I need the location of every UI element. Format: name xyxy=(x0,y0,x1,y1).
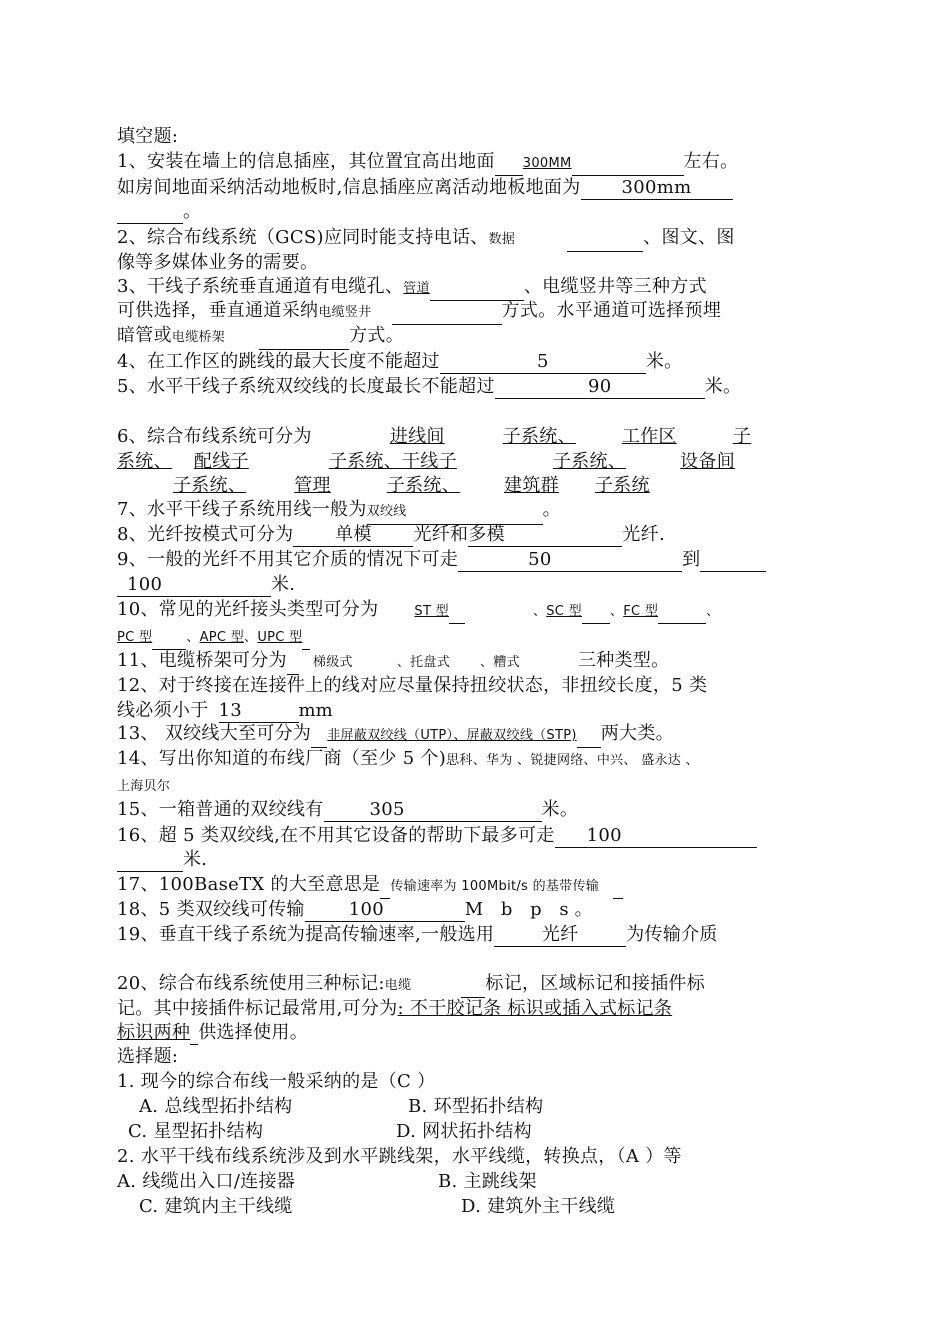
choice-1-option-c: C. 星型拓扑结构 xyxy=(128,1121,264,1142)
fill-heading: 填空题: xyxy=(117,126,179,147)
question-9: 9、一般的光纤不用其它介质的情况下可走 50 到 xyxy=(117,548,766,572)
question-1-line-2: 如房间地面采纳活动地板时,信息插座应离活动地板地面为 300mm xyxy=(117,176,733,200)
question-12: 12、对于终接在连接件上的线对应尽量保持扭绞状态，非扭绞长度，5 类 xyxy=(117,675,708,696)
question-14: 14、写出你知道的布线厂商（至少 5 个)思科、华为 、锐捷网络、中兴、 盛永达 、 xyxy=(117,748,699,769)
question-5: 5、水平干线子系统双绞线的长度最长不能超过 90 米。 xyxy=(117,376,742,397)
choice-1-option-d: D. 网状拓扑结构 xyxy=(396,1121,532,1142)
question-10-line-2: PC 型 、APC 型、UPC 型 xyxy=(117,624,310,650)
choice-2-option-d: D. 建筑外主干线缆 xyxy=(461,1196,616,1217)
choice-question-1: 1. 现今的综合布线一般采纳的是（C ） xyxy=(117,1071,436,1092)
question-10: 10、常见的光纤接头类型可分为 ST 型 、SC 型 、FC 型 、 xyxy=(117,598,719,624)
question-20: 20、综合布线系统使用三种标记:电缆 标记，区域标记和接插件标 xyxy=(117,972,705,998)
choice-2-option-c: C. 建筑内主干线缆 xyxy=(139,1196,293,1217)
choice-heading: 选择题: xyxy=(117,1046,179,1067)
question-11: 11、电缆桥架可分为 梯级式 、托盘式 、糟式 三种类型。 xyxy=(117,649,669,675)
question-14-line-2: 上海贝尔 xyxy=(117,779,171,794)
question-7: 7、水平干线子系统用线一般为双绞线 。 xyxy=(117,498,561,525)
choice-question-2: 2. 水平干线布线系统涉及到水平跳线架，水平线缆，转换点，（A ）等 xyxy=(117,1146,682,1167)
question-16: 16、超 5 类双绞线,在不用其它设备的帮助下最多可走 100 xyxy=(117,824,757,848)
question-20-line-2: 记。其中接插件标记最常用,可分为: 不干胶记条 标识或插入式标记条 xyxy=(117,998,673,1019)
question-19: 19、垂直干线子系统为提高传输速率,一般选用 光纤 为传输介质 xyxy=(117,924,718,945)
question-6-line-3: 子系统、 管理 子系统、 建筑群 子系统 xyxy=(173,475,650,496)
question-2: 2、综合布线系统（GCS)应同时能支持电话、数据 、图文、图 xyxy=(117,226,735,252)
question-1: 1、安装在墙上的信息插座，其位置宜高出地面 300MM 左右。 xyxy=(117,150,738,176)
question-3-line-3: 暗管或电缆桥架 方式。 xyxy=(117,324,404,350)
choice-1-option-a: A. 总线型拓扑结构 xyxy=(139,1096,293,1117)
question-2-line-2: 像等多媒体业务的需要。 xyxy=(117,252,319,273)
question-18: 18、5 类双绞线可传输 100 M b p s。 xyxy=(117,899,599,920)
question-17: 17、100BaseTX 的大至意思是 传输速率为 100Mbit/s 的基带传输 xyxy=(117,873,623,899)
question-4: 4、在工作区的跳线的最大长度不能超过 5 米。 xyxy=(117,351,683,372)
question-9-line-2: 100 米. xyxy=(117,573,295,597)
choice-1-option-b: B. 环型拓扑结构 xyxy=(408,1096,544,1117)
question-20-line-3: 标识两种 供选择使用。 xyxy=(117,1022,309,1043)
choice-2-option-a: A. 线缆出入口/连接器 xyxy=(117,1171,296,1192)
question-3: 3、干线子系统垂直通道有电缆孔、管道 、电缆竖井等三种方式 xyxy=(117,275,707,301)
question-16-line-2: 米. xyxy=(117,848,207,872)
question-6-line-2: 系统、 配线子 子系统、干线子 子系统、 设备间 xyxy=(117,451,736,472)
question-12-line-2: 线必须小于 13 mm xyxy=(117,700,333,721)
question-3-line-2: 可供选择，垂直通道采纳电缆竖井 方式。水平通道可选择预埋 xyxy=(117,299,721,325)
question-13: 13、 双绞线大至可分为 非屏蔽双绞线（UTP）、屏蔽双绞线（STP) 两大类。 xyxy=(117,722,674,748)
question-15: 15、一箱普通的双绞线有 305 米。 xyxy=(117,799,579,820)
question-1-line-3: 。 xyxy=(117,200,201,224)
choice-2-option-b: B. 主跳线架 xyxy=(438,1171,537,1192)
question-6: 6、综合布线系统可分为 进线间 子系统、 工作区 子 xyxy=(117,426,752,447)
question-8: 8、光纤按模式可分为 单模 光纤和多模 光纤. xyxy=(117,524,665,545)
